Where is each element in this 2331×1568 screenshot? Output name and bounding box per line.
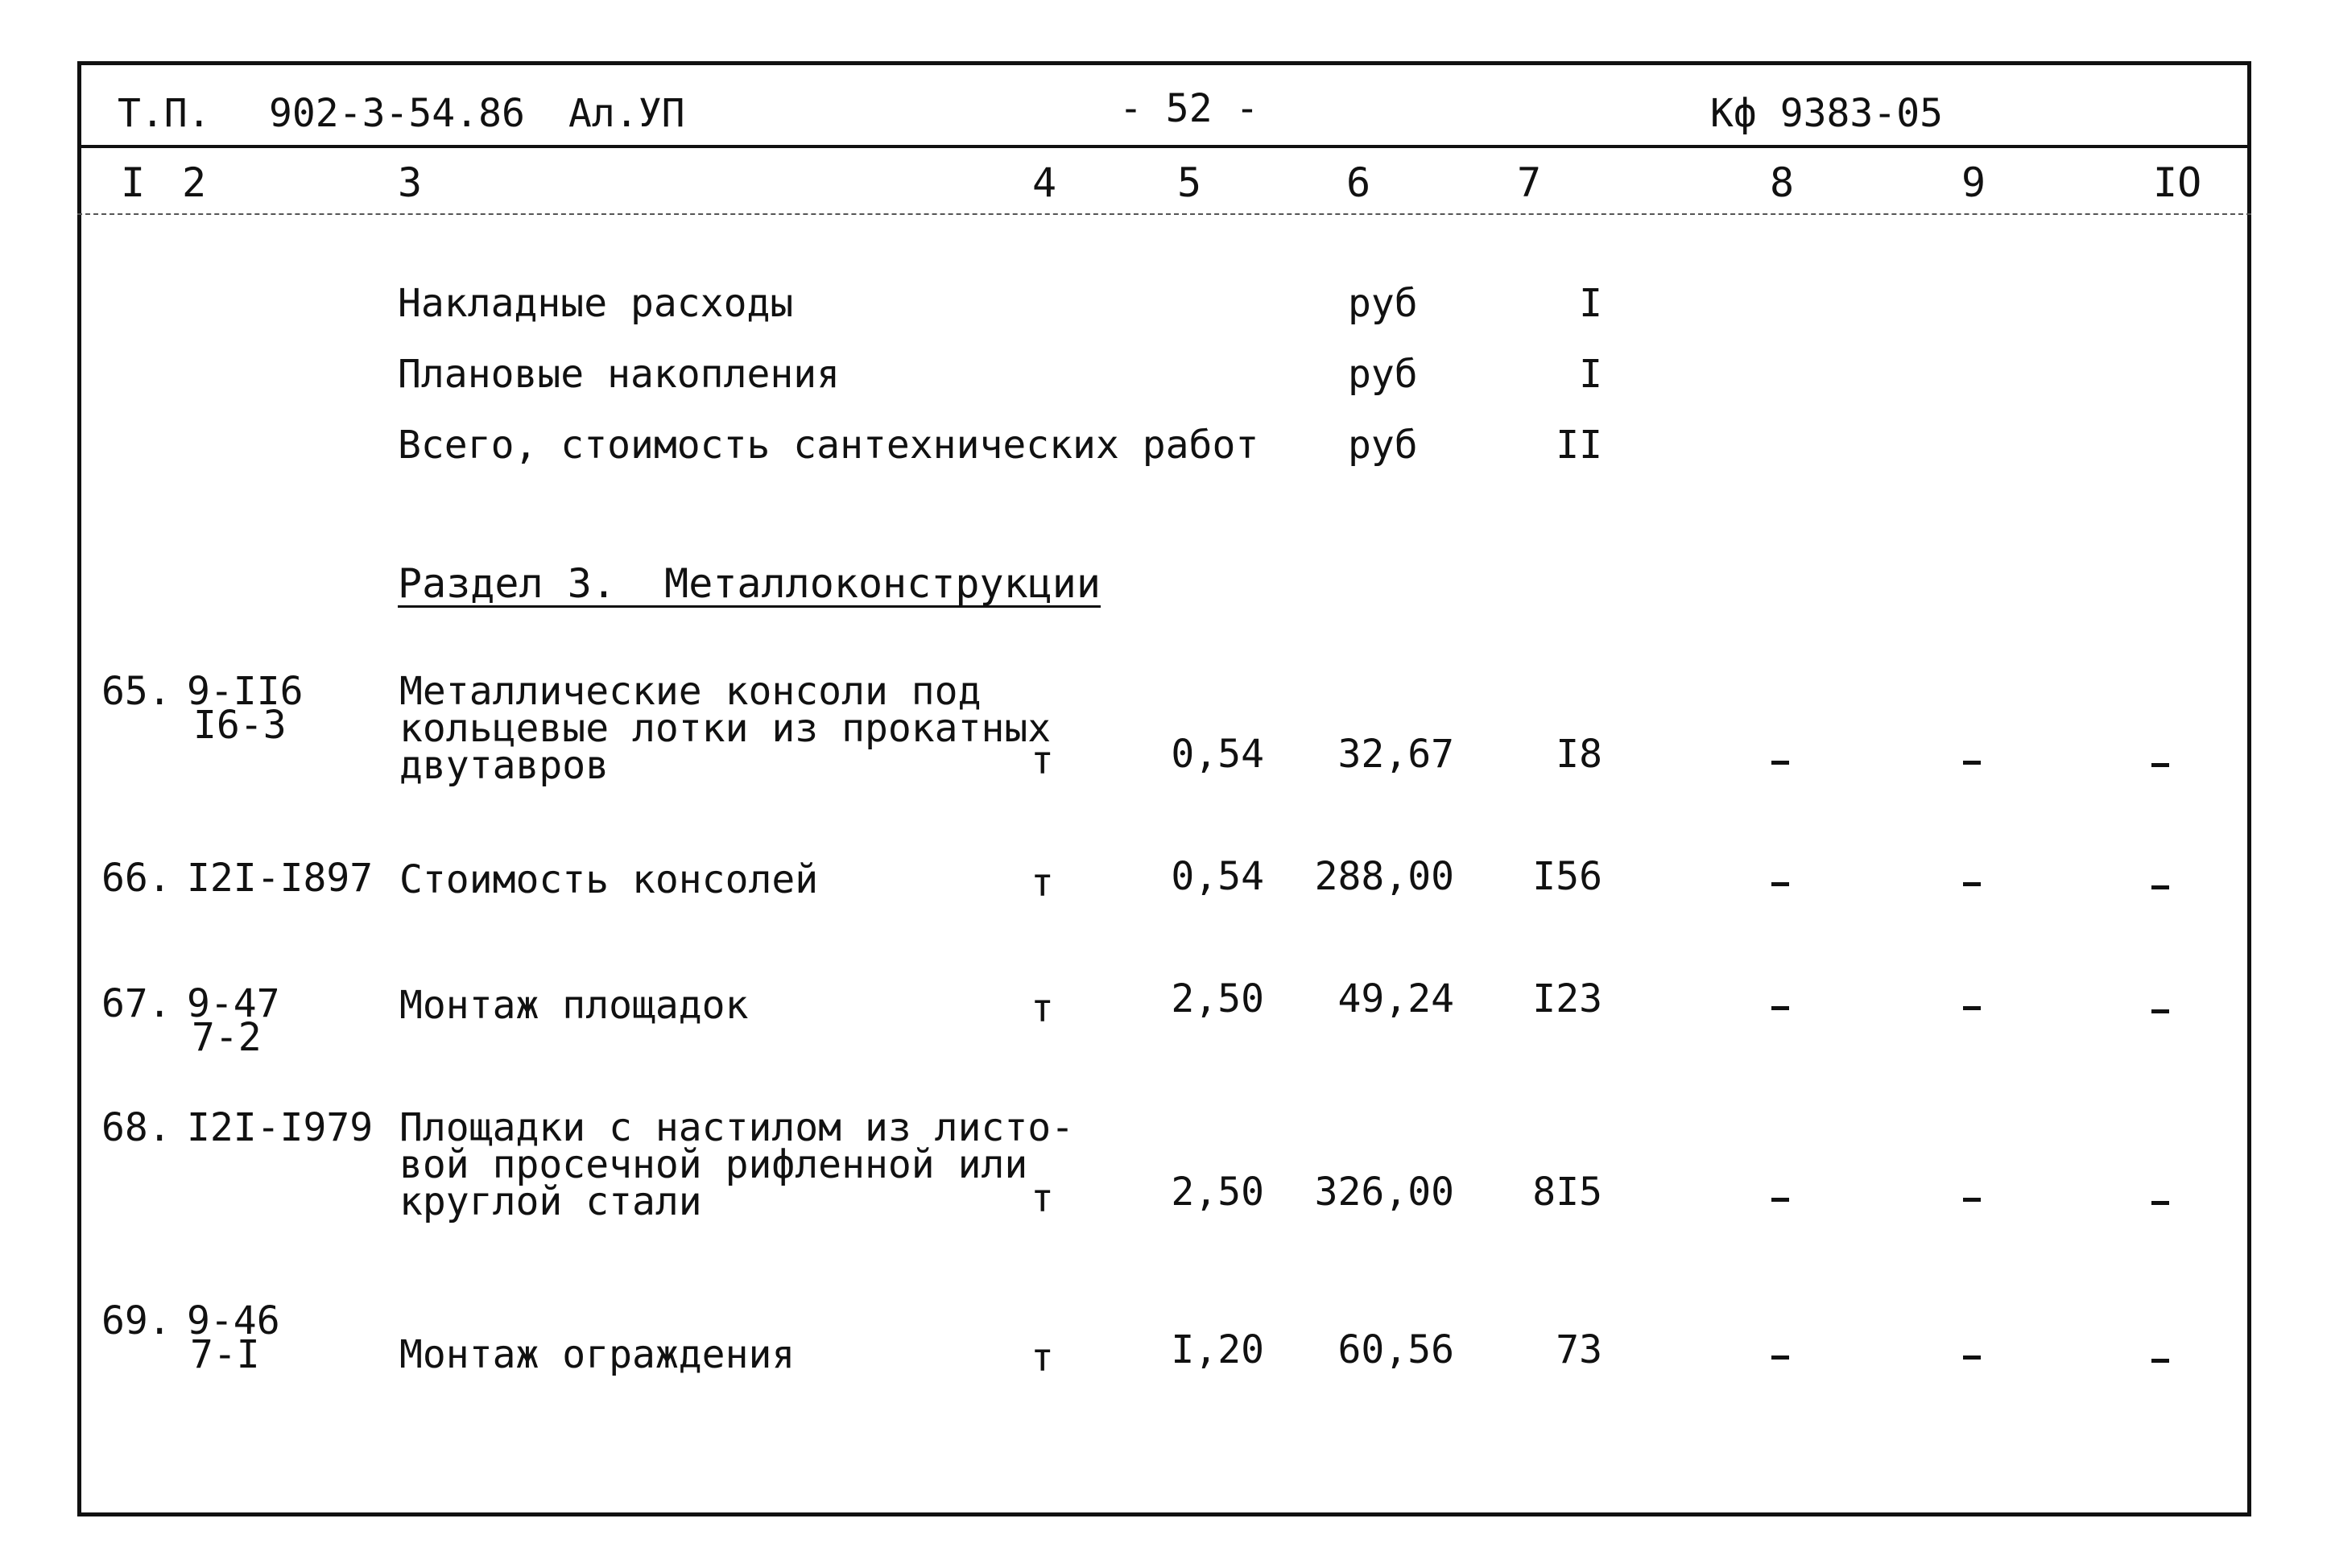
summary-unit: руб: [1348, 352, 1418, 397]
row-empty-dash: [1963, 1355, 1981, 1360]
row-code: 9-II6: [187, 669, 304, 714]
column-number: 4: [1032, 159, 1057, 206]
row-number: 65.: [101, 669, 172, 714]
summary-unit: руб: [1348, 281, 1418, 326]
header-page-number: - 52 -: [1119, 86, 1259, 131]
row-empty-dash: [2151, 1359, 2169, 1363]
row-unit: т: [1031, 738, 1054, 783]
row-total: 8I5: [1532, 1170, 1602, 1215]
column-number: 5: [1177, 159, 1202, 206]
row-code: 9-47: [187, 981, 280, 1026]
column-number: 2: [182, 159, 207, 206]
summary-value: I: [1579, 281, 1602, 326]
row-code-sub: 7-I: [190, 1332, 260, 1377]
row-empty-dash: [1771, 1198, 1789, 1202]
row-empty-dash: [2151, 763, 2169, 767]
column-number: IO: [2153, 159, 2202, 206]
row-empty-dash: [2151, 1009, 2169, 1013]
summary-unit: руб: [1348, 423, 1418, 468]
row-empty-dash: [1963, 1198, 1981, 1202]
summary-value: II: [1556, 423, 1602, 468]
column-number: 8: [1770, 159, 1795, 206]
header-album: Ал.УП: [568, 91, 685, 136]
row-description: Монтаж ограждения: [399, 1332, 796, 1377]
row-quantity: 0,54: [1171, 854, 1264, 899]
row-unit: т: [1031, 860, 1054, 906]
row-price: 60,56: [1337, 1327, 1454, 1372]
row-empty-dash: [2151, 1201, 2169, 1205]
row-number: 67.: [101, 981, 172, 1026]
row-price: 288,00: [1314, 854, 1454, 899]
row-code-sub: 7-2: [192, 1015, 262, 1060]
column-number: 6: [1346, 159, 1371, 206]
row-total: I56: [1532, 854, 1602, 899]
row-empty-dash: [1771, 882, 1789, 886]
row-total: I8: [1556, 732, 1602, 777]
section-title: Раздел 3. Металлоконструкции: [398, 560, 1101, 607]
row-unit: т: [1031, 1176, 1054, 1221]
row-number: 69.: [101, 1298, 172, 1343]
column-number: I: [121, 159, 146, 206]
row-description: Металлические консоли под кольцевые лотки из прокатных двутавров: [399, 669, 1052, 788]
row-quantity: I,20: [1171, 1327, 1264, 1372]
header-project: Т.П.: [118, 91, 211, 136]
column-number: 9: [1961, 159, 1986, 206]
summary-label: Всего, стоимость сантехнических работ: [398, 423, 1259, 468]
row-empty-dash: [1963, 1006, 1981, 1010]
column-number: 3: [398, 159, 423, 206]
header-rule: [77, 145, 2251, 148]
row-code-sub: I6-3: [193, 703, 287, 748]
summary-value: I: [1579, 352, 1602, 397]
row-empty-dash: [1771, 1355, 1789, 1360]
page-frame: [77, 61, 2251, 1516]
row-empty-dash: [1963, 761, 1981, 765]
column-rule: [77, 213, 2251, 215]
row-unit: т: [1031, 986, 1054, 1031]
row-price: 49,24: [1337, 976, 1454, 1021]
row-price: 32,67: [1337, 732, 1454, 777]
row-description: Площадки с настилом из листо- вой просечной рифленной или круглой стали: [399, 1105, 1075, 1224]
row-empty-dash: [1771, 761, 1789, 765]
column-number: 7: [1517, 159, 1542, 206]
row-total: 73: [1556, 1327, 1602, 1372]
row-quantity: 2,50: [1171, 1170, 1264, 1215]
summary-label: Плановые накопления: [398, 352, 841, 397]
row-code: 9-46: [187, 1298, 280, 1343]
summary-label: Накладные расходы: [398, 281, 794, 326]
row-price: 326,00: [1314, 1170, 1454, 1215]
row-description: Монтаж площадок: [399, 983, 749, 1028]
row-number: 66.: [101, 856, 172, 901]
header-code: Кф 9383-05: [1710, 91, 1943, 136]
row-unit: т: [1031, 1335, 1054, 1380]
header-number: 902-3-54.86: [269, 91, 525, 136]
row-code: I2I-I897: [187, 856, 374, 901]
row-code: I2I-I979: [187, 1105, 374, 1150]
row-empty-dash: [2151, 885, 2169, 889]
row-empty-dash: [1963, 882, 1981, 886]
row-quantity: 2,50: [1171, 976, 1264, 1021]
row-empty-dash: [1771, 1006, 1789, 1010]
row-quantity: 0,54: [1171, 732, 1264, 777]
row-description: Стоимость консолей: [399, 857, 819, 902]
row-total: I23: [1532, 976, 1602, 1021]
row-number: 68.: [101, 1105, 172, 1150]
